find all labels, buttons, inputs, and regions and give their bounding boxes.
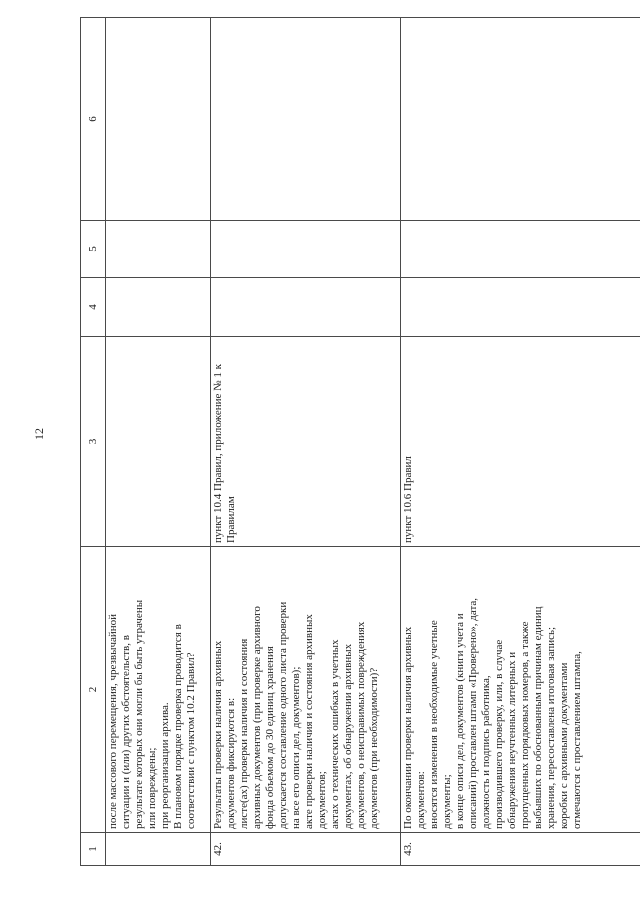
- text-line: документов, о неисправимых повреждениях: [355, 621, 367, 829]
- reference-cell: пункт 10.4 Правил, приложение № 1 к Правилам: [211, 337, 401, 547]
- text-line: вносятся изменения в необходимые учетные: [428, 620, 440, 829]
- text-line: документы;: [441, 774, 453, 829]
- text-line: документов (при необходимости)?: [368, 667, 380, 829]
- requirement-cell: [106, 547, 211, 833]
- text-line: допускается составление одного листа проверки: [277, 601, 289, 829]
- text-line: отмечаются с проставлением штампа,: [571, 651, 583, 829]
- empty-cell: [106, 278, 211, 337]
- text-line: на все его описи дел, документов);: [290, 666, 302, 829]
- header-cell-4: 4: [81, 278, 106, 337]
- text-line: ситуации и (или) других обстоятельств, в: [120, 635, 132, 829]
- text-line: пропущенных порядковых номеров, а также: [519, 621, 531, 829]
- text-line: хранения, пересоставлена итоговая запись;: [545, 626, 557, 829]
- text-line: при реорганизации архива.: [159, 702, 171, 829]
- table-row: [401, 18, 640, 866]
- requirement-cell: [211, 547, 401, 833]
- text-line: обнаружения неучтенных литерных и: [506, 651, 518, 829]
- text-line: коробки с архивными документами: [558, 662, 570, 829]
- empty-cell: [401, 18, 640, 221]
- text-line: соответствии с пунктом 10.2 Правил?: [185, 652, 197, 829]
- empty-cell: [106, 221, 211, 278]
- empty-cell: [211, 18, 401, 221]
- text-line: акте проверки наличия и состояния архивных: [303, 614, 315, 829]
- text-line: должность и подпись работника,: [480, 675, 492, 829]
- header-cell-5: 5: [81, 221, 106, 278]
- text-line: документов;: [316, 771, 328, 829]
- text-line: фонда объемом до 30 единиц хранения: [264, 646, 276, 829]
- header-cell-3: 3: [81, 337, 106, 547]
- empty-cell: [106, 18, 211, 221]
- empty-cell: [211, 278, 401, 337]
- page-number: 12: [32, 428, 46, 440]
- text-line: или повреждены;: [146, 747, 158, 829]
- text-line: Результаты проверки наличия архивных: [212, 640, 224, 829]
- table-row: [106, 18, 211, 866]
- text-line: документов:: [415, 771, 427, 829]
- table-row: [211, 18, 401, 866]
- text-line: результате которых они могли бы быть утрачены: [133, 599, 145, 829]
- text-line: выбывших по обоснованным причинам единиц: [532, 606, 544, 829]
- text-line: документах, об обнаружении архивных: [342, 643, 354, 829]
- header-cell-1: 1: [81, 833, 106, 866]
- reference-cell: пункт 10.6 Правил: [401, 337, 640, 547]
- text-line: производившего проверку, или, в случае: [493, 639, 505, 829]
- text-line: актах о технических ошибках в учетных: [329, 639, 341, 829]
- text-line: В плановом порядке проверка проводится в: [172, 624, 184, 829]
- row-number: [106, 833, 211, 866]
- row-number: 43.: [401, 833, 640, 866]
- row-number: 42.: [211, 833, 401, 866]
- text-line: описаний) проставлен штамп «Проверено», дата,: [467, 597, 479, 829]
- requirement-cell: [401, 547, 640, 833]
- text-line: после массового перемещения, чрезвычайной: [107, 613, 119, 829]
- text-line: листе(ах) проверки наличия и состояния: [238, 638, 250, 829]
- text-line: документов фиксируются в:: [225, 697, 237, 829]
- empty-cell: [211, 221, 401, 278]
- header-cell-6: 6: [81, 18, 106, 221]
- empty-cell: [401, 278, 640, 337]
- header-cell-2: 2: [81, 547, 106, 833]
- reference-cell: [106, 337, 211, 547]
- text-line: в конце описи дел, документов (книги учета и: [454, 613, 466, 829]
- rotated-table-container: [80, 60, 640, 866]
- header-row: [81, 18, 106, 866]
- empty-cell: [401, 221, 640, 278]
- text-line: По окончании проверки наличия архивных: [402, 626, 414, 829]
- inspection-table: [80, 17, 640, 866]
- text-line: архивных документов (при проверке архивного: [251, 606, 263, 829]
